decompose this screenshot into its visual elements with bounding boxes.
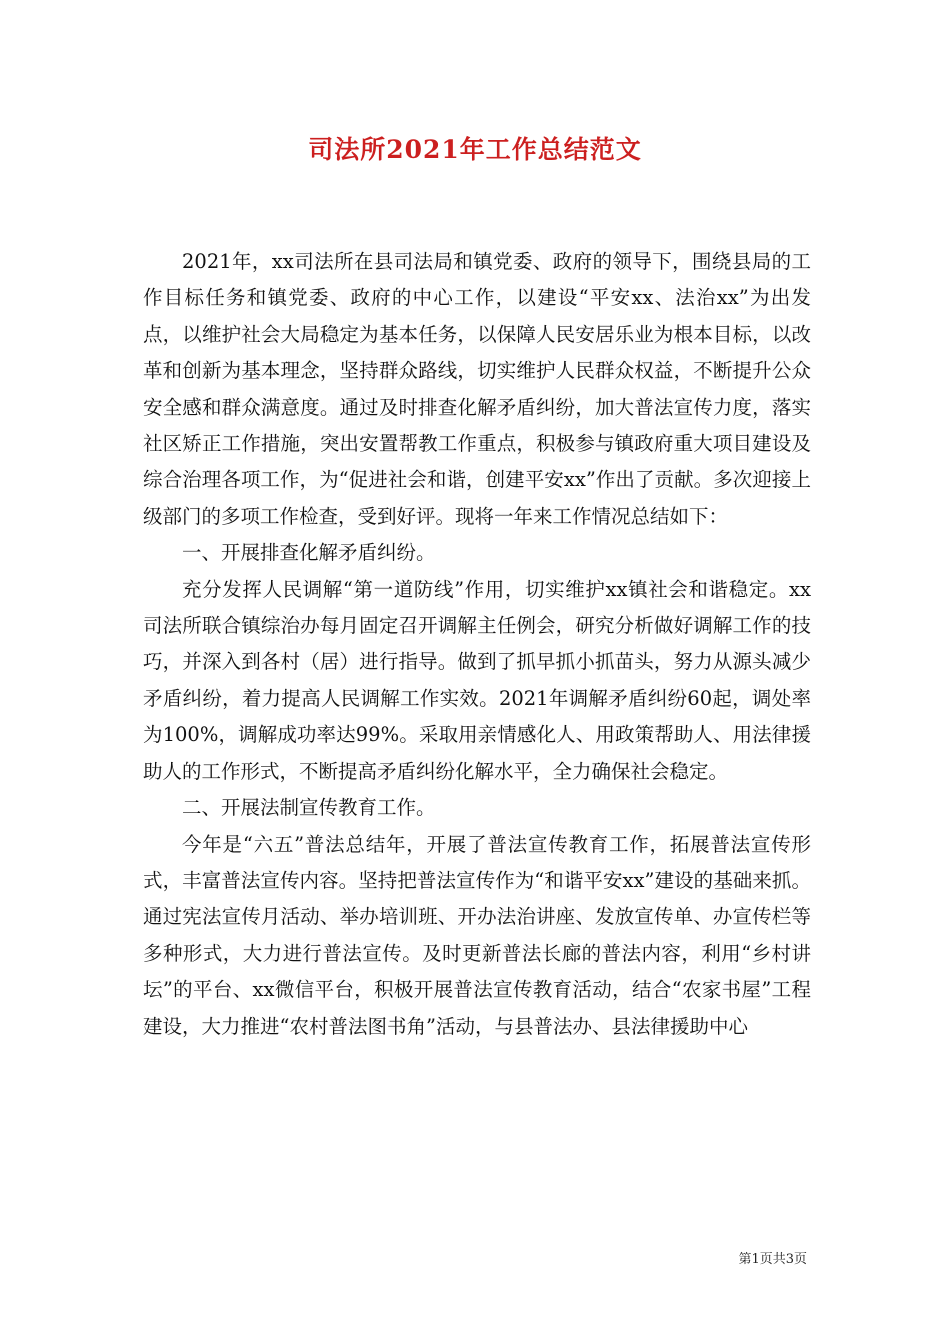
paragraph-intro: 2021年，xx司法所在县司法局和镇党委、政府的领导下，围绕县局的工作目标任务和镇党委、政府的中心工作，以建设“平安xx、法治xx”为出发点，以维护社会大局稳定为基本任务，以保障人民安居乐业为根本目标，以改革和创新为基本理念，坚持群众路线，切实维护人民群众权益，不断提升公众安全感和群众满意度。通过及时排查化解矛盾纠纷，加大普法宣传力度，落实社区矫正工作措施，突出安置帮教工作重点，积极参与镇政府重大项目建设及综合治理各项工作，为“促进社会和谐，创建平安xx”作出了贡献。多次迎接上级部门的多项工作检查，受到好评。现将一年来工作情况总结如下： [143, 250, 811, 528]
paragraph-section-2: 今年是“六五”普法总结年，开展了普法宣传教育工作，拓展普法宣传形式，丰富普法宣传内容。坚持把普法宣传作为“和谐平安xx”建设的基础来抓。通过宪法宣传月活动、举办培训班、开办法治讲座、发放宣传单、办宣传栏等多种形式，大力进行普法宣传。及时更新普法长廊的普法内容，利用“乡村讲坛”的平台、xx微信平台，积极开展普法宣传教育活动，结合“农家书屋”工程建设，大力推进“农村普法图书角”活动，与县普法办、县法律援助中心 [143, 832, 811, 1038]
section-heading-1: 一、开展排查化解矛盾纠纷。 [182, 541, 436, 565]
document-title: 司法所2021年工作总结范文 [308, 135, 642, 164]
document-body [143, 244, 811, 1045]
page-footer: 第1页共3页 [738, 1252, 807, 1267]
paragraph-section-1: 充分发挥人民调解“第一道防线”作用，切实维护xx镇社会和谐稳定。xx司法所联合镇综治办每月固定召开调解主任例会，研究分析做好调解工作的技巧，并深入到各村（居）进行指导。做到了抓早抓小抓苗头，努力从源头减少矛盾纠纷，着力提高人民调解工作实效。2021年调解矛盾纠纷60起，调处率为100%，调解成功率达99%。采取用亲情感化人、用政策帮助人、用法律援助人的工作形式，不断提高矛盾纠纷化解水平，全力确保社会稳定。 [143, 577, 811, 783]
section-heading-2: 二、开展法制宣传教育工作。 [182, 796, 436, 820]
